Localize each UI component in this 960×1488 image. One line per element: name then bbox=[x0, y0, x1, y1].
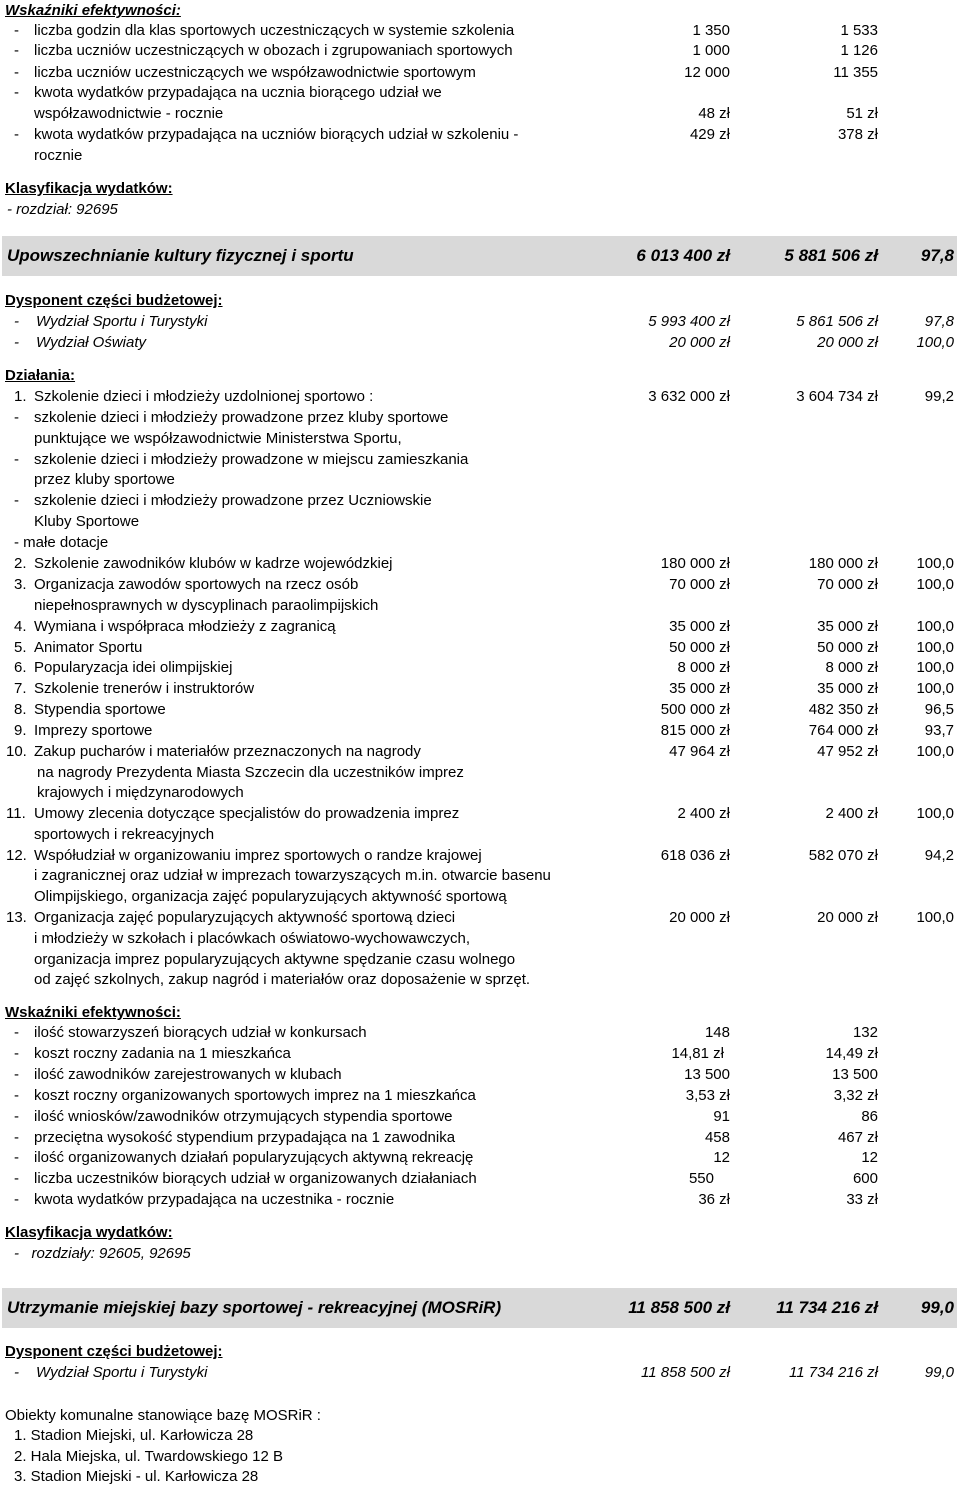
indicator-actual: 3,32 zł bbox=[833, 1087, 878, 1104]
action-text: szkolenie dzieci i młodzieży prowadzone przez Uczniowskie bbox=[34, 492, 432, 509]
section1-heading-row bbox=[0, 0, 960, 21]
indicator-plan: 1 350 bbox=[692, 22, 730, 39]
section-actual: 5 881 506 zł bbox=[784, 246, 878, 265]
dysponent-heading: Dysponent części budżetowej: bbox=[5, 292, 223, 309]
action-percent: 100,0 bbox=[916, 555, 954, 572]
action-text: sportowych i rekreacyjnych bbox=[34, 826, 215, 843]
dash: - bbox=[14, 313, 19, 330]
dash: - bbox=[14, 1149, 19, 1166]
indicator-label: kwota wydatków przypadająca na uczestnika - rocznie bbox=[34, 1191, 395, 1208]
action-text: na nagrody Prezydenta Miasta Szczecin dla uczestników imprez bbox=[37, 764, 464, 781]
dysponent-heading: Dysponent części budżetowej: bbox=[5, 1343, 223, 1360]
dysponent-actual: 20 000 zł bbox=[817, 334, 878, 351]
indicator-label: koszt roczny organizowanych sportowych imprez na 1 mieszkańca bbox=[34, 1087, 476, 1104]
dash: - bbox=[14, 1108, 19, 1125]
action-number: 3. bbox=[14, 576, 27, 593]
action-text: Szkolenie zawodników klubów w kadrze wojewódzkiej bbox=[34, 555, 393, 572]
dash: - bbox=[14, 1045, 19, 1062]
action-row bbox=[0, 678, 960, 699]
indicator-actual: 1 126 bbox=[840, 42, 878, 59]
indicator-actual: 600 bbox=[852, 1170, 878, 1187]
action-text: Imprezy sportowe bbox=[34, 722, 153, 739]
action-number: 8. bbox=[14, 701, 27, 718]
indicator-row-cont bbox=[0, 145, 960, 166]
action-text: Olimpijskiego, organizacja zajęć popularyzujących aktywność sportową bbox=[34, 888, 507, 905]
action-text: od zajęć szkolnych, zakup nagród i materiałów oraz doposażenie w sprzęt. bbox=[34, 971, 531, 988]
indicator-label: ilość zawodników zarejestrowanych w klubach bbox=[34, 1066, 342, 1083]
action-percent: 100,0 bbox=[916, 639, 954, 656]
indicator-plan: 13 500 bbox=[684, 1066, 730, 1083]
section-plan: 6 013 400 zł bbox=[636, 246, 730, 265]
classification-heading: Klasyfikacja wydatków: bbox=[5, 1224, 173, 1241]
dysponent-actual: 5 861 506 zł bbox=[796, 313, 878, 330]
action-row bbox=[0, 886, 960, 907]
classification-row bbox=[0, 1243, 960, 1264]
indicator-label: rocznie bbox=[34, 147, 83, 164]
dash: - bbox=[14, 84, 19, 101]
indicator-actual: 378 zł bbox=[837, 126, 878, 143]
action-text: Stypendia sportowe bbox=[34, 701, 166, 718]
indicator-plan: 550 bbox=[688, 1170, 714, 1187]
dash: - bbox=[14, 334, 19, 351]
indicator-row bbox=[0, 1127, 960, 1148]
action-percent: 100,0 bbox=[916, 659, 954, 676]
action-actual: 47 952 zł bbox=[817, 743, 878, 760]
action-number: 5. bbox=[14, 639, 27, 656]
facilities-heading-row bbox=[0, 1405, 960, 1426]
indicator-row bbox=[0, 1168, 960, 1189]
indicator-label: przeciętna wysokość stypendium przypadająca na 1 zawodnika bbox=[34, 1129, 456, 1146]
action-actual: 180 000 zł bbox=[808, 555, 878, 572]
dysponent-label: Wydział Oświaty bbox=[36, 334, 147, 351]
indicator-label: liczba uczniów uczestniczących w obozach i zgrupowaniach sportowych bbox=[34, 42, 513, 59]
classification-heading-row bbox=[0, 178, 960, 199]
section-band bbox=[2, 1288, 957, 1328]
action-row bbox=[0, 469, 960, 490]
indicator-plan: 91 bbox=[713, 1108, 730, 1125]
action-actual: 3 604 734 zł bbox=[796, 388, 878, 405]
dysponent-percent: 100,0 bbox=[916, 334, 954, 351]
dysponent-label: Wydział Sportu i Turystyki bbox=[36, 313, 208, 330]
action-number: - bbox=[14, 451, 19, 468]
action-number: 1. bbox=[14, 388, 27, 405]
action-percent: 99,2 bbox=[924, 388, 954, 405]
action-plan: 2 400 zł bbox=[677, 805, 730, 822]
action-row bbox=[0, 386, 960, 407]
indicator-actual: 13 500 bbox=[832, 1066, 878, 1083]
action-number: 12. bbox=[6, 847, 27, 864]
actions-heading: Działania: bbox=[5, 367, 76, 384]
dash: - bbox=[14, 22, 19, 39]
dash: - bbox=[14, 64, 19, 81]
indicator-actual: 51 zł bbox=[846, 105, 878, 122]
action-text: Szkolenie dzieci i młodzieży uzdolnionej sportowo : bbox=[34, 388, 374, 405]
action-text: Kluby Sportowe bbox=[34, 513, 140, 530]
action-percent: 93,7 bbox=[924, 722, 954, 739]
action-text: punktujące we współzawodnictwie Ministerstwa Sportu, bbox=[34, 430, 402, 447]
dysponent-actual: 11 734 216 zł bbox=[789, 1364, 878, 1381]
action-plan: 815 000 zł bbox=[660, 722, 730, 739]
classification-row bbox=[0, 199, 960, 220]
action-number: 13. bbox=[6, 909, 27, 926]
indicator-row bbox=[0, 1147, 960, 1168]
classification-value: - rozdział: 92695 bbox=[7, 201, 118, 218]
section-band bbox=[2, 236, 957, 276]
section-plan: 11 858 500 zł bbox=[628, 1298, 730, 1317]
action-row bbox=[0, 782, 960, 803]
indicator-row bbox=[0, 62, 960, 83]
action-text: szkolenie dzieci i młodzieży prowadzone przez kluby sportowe bbox=[34, 409, 449, 426]
action-plan: 8 000 zł bbox=[677, 659, 730, 676]
dash: - bbox=[14, 1364, 19, 1381]
action-actual: 70 000 zł bbox=[817, 576, 878, 593]
indicator-label: liczba uczniów uczestniczących we współzawodnictwie sportowym bbox=[34, 64, 476, 81]
action-row bbox=[0, 532, 960, 553]
indicator-label: kwota wydatków przypadająca na ucznia biorącego udział we bbox=[34, 84, 442, 101]
indicator-actual: 33 zł bbox=[846, 1191, 878, 1208]
action-actual: 35 000 zł bbox=[817, 680, 878, 697]
indicator-plan: 48 zł bbox=[698, 105, 730, 122]
action-number: 2. bbox=[14, 555, 27, 572]
action-row bbox=[0, 865, 960, 886]
action-number: 10. bbox=[6, 743, 27, 760]
dysponent-row bbox=[0, 311, 960, 332]
indicator-plan: 12 bbox=[713, 1149, 730, 1166]
action-text: Szkolenie trenerów i instruktorów bbox=[34, 680, 255, 697]
dash: - bbox=[14, 1066, 19, 1083]
indicator-actual: 11 355 bbox=[833, 64, 878, 81]
action-text: Organizacja zajęć popularyzujących aktywność sportową dzieci bbox=[34, 909, 456, 926]
action-row bbox=[0, 969, 960, 990]
action-text: Popularyzacja idei olimpijskiej bbox=[34, 659, 233, 676]
action-percent: 100,0 bbox=[916, 743, 954, 760]
action-row bbox=[0, 824, 960, 845]
action-plan: 20 000 zł bbox=[669, 909, 730, 926]
indicator-label: liczba godzin dla klas sportowych uczestniczących w systemie szkolenia bbox=[34, 22, 515, 39]
indicator-label: koszt roczny zadania na 1 mieszkańca bbox=[34, 1045, 291, 1062]
action-row bbox=[0, 845, 960, 866]
action-percent: 100,0 bbox=[916, 909, 954, 926]
dash: - bbox=[14, 1087, 19, 1104]
dysponent-plan: 5 993 400 zł bbox=[648, 313, 730, 330]
action-row bbox=[0, 595, 960, 616]
action-plan: 35 000 zł bbox=[669, 618, 730, 635]
indicator-label: ilość stowarzyszeń biorących udział w konkursach bbox=[34, 1024, 367, 1041]
section-actual: 11 734 216 zł bbox=[776, 1298, 878, 1317]
indicator-row bbox=[0, 124, 960, 145]
dysponent-row bbox=[0, 332, 960, 353]
indicator-actual: 132 bbox=[852, 1024, 878, 1041]
dysponent-row bbox=[0, 1362, 960, 1383]
section-percent: 99,0 bbox=[920, 1298, 954, 1317]
action-plan: 500 000 zł bbox=[660, 701, 730, 718]
action-number: 6. bbox=[14, 659, 27, 676]
action-text: szkolenie dzieci i młodzieży prowadzone w miejscu zamieszkania bbox=[34, 451, 469, 468]
action-actual: 2 400 zł bbox=[825, 805, 878, 822]
dash: - bbox=[14, 1170, 19, 1187]
indicator-plan: 12 000 bbox=[684, 64, 730, 81]
classification-heading-row bbox=[0, 1222, 960, 1243]
action-row bbox=[0, 407, 960, 428]
action-text: Zakup pucharów i materiałów przeznaczonych na nagrody bbox=[34, 743, 421, 760]
action-row bbox=[0, 699, 960, 720]
dysponent-plan: 20 000 zł bbox=[669, 334, 730, 351]
action-number: 4. bbox=[14, 618, 27, 635]
action-number: 7. bbox=[14, 680, 27, 697]
action-actual: 482 350 zł bbox=[808, 701, 878, 718]
indicator-actual: 86 bbox=[861, 1108, 878, 1125]
action-row bbox=[0, 553, 960, 574]
action-plan: 35 000 zł bbox=[669, 680, 730, 697]
action-text: niepełnosprawnych w dyscyplinach paraolimpijskich bbox=[34, 597, 379, 614]
action-text: przez kluby sportowe bbox=[34, 471, 175, 488]
indicator-label: ilość organizowanych działań popularyzujących aktywną rekreację bbox=[34, 1149, 474, 1166]
action-text: Umowy zlecenia dotyczące specjalistów do prowadzenia imprez bbox=[34, 805, 460, 822]
indicator-row bbox=[0, 1064, 960, 1085]
action-number: 9. bbox=[14, 722, 27, 739]
dysponent-percent: 97,8 bbox=[924, 313, 954, 330]
action-text: Organizacja zawodów sportowych na rzecz osób bbox=[34, 576, 359, 593]
indicator-actual: 467 zł bbox=[837, 1129, 878, 1146]
section-percent: 97,8 bbox=[920, 246, 954, 265]
action-row bbox=[0, 949, 960, 970]
section-title: Utrzymanie miejskiej bazy sportowej - rekreacyjnej (MOSRiR) bbox=[7, 1298, 502, 1317]
classification-value: - rozdziały: 92605, 92695 bbox=[14, 1245, 191, 1262]
facilities-heading: Obiekty komunalne stanowiące bazę MOSRiR : bbox=[5, 1407, 321, 1424]
indicator-row bbox=[0, 1085, 960, 1106]
action-number: - bbox=[14, 409, 19, 426]
action-row bbox=[0, 490, 960, 511]
indicator-row bbox=[0, 1106, 960, 1127]
action-number: - bbox=[14, 492, 19, 509]
indicators-heading: Wskaźniki efektywności: bbox=[5, 1004, 181, 1021]
indicator-row bbox=[0, 82, 960, 103]
action-plan: 618 036 zł bbox=[660, 847, 730, 864]
facility-item bbox=[0, 1425, 960, 1446]
indicator-plan: 14,81 zł bbox=[671, 1045, 724, 1062]
action-text: - małe dotacje bbox=[14, 534, 109, 551]
indicators-heading-row bbox=[0, 1002, 960, 1023]
actions-heading-row bbox=[0, 365, 960, 386]
action-number: 11. bbox=[6, 805, 26, 822]
indicator-actual: 12 bbox=[861, 1149, 878, 1166]
dash: - bbox=[14, 1024, 19, 1041]
action-percent: 100,0 bbox=[916, 618, 954, 635]
action-text: organizacja imprez popularyzujących aktywne spędzanie czasu wolnego bbox=[34, 951, 516, 968]
indicator-plan: 148 bbox=[704, 1024, 730, 1041]
section-title: Upowszechnianie kultury fizycznej i sportu bbox=[7, 246, 354, 265]
indicator-actual: 1 533 bbox=[840, 22, 878, 39]
indicator-row bbox=[0, 1022, 960, 1043]
indicator-plan: 36 zł bbox=[698, 1191, 730, 1208]
dash: - bbox=[14, 1129, 19, 1146]
indicator-plan: 458 bbox=[704, 1129, 730, 1146]
action-text: Animator Sportu bbox=[34, 639, 143, 656]
action-plan: 180 000 zł bbox=[660, 555, 730, 572]
dysponent-plan: 11 858 500 zł bbox=[641, 1364, 730, 1381]
action-row bbox=[0, 428, 960, 449]
indicator-label: współzawodnictwie - rocznie bbox=[34, 105, 224, 122]
action-percent: 100,0 bbox=[916, 576, 954, 593]
action-percent: 100,0 bbox=[916, 680, 954, 697]
action-actual: 50 000 zł bbox=[817, 639, 878, 656]
action-row bbox=[0, 449, 960, 470]
indicator-label: liczba uczestników biorących udział w organizowanych działaniach bbox=[34, 1170, 477, 1187]
action-plan: 3 632 000 zł bbox=[648, 388, 730, 405]
facility-item bbox=[0, 1466, 960, 1487]
action-percent: 100,0 bbox=[916, 805, 954, 822]
section1-heading: Wskaźniki efektywności: bbox=[5, 2, 181, 19]
action-percent: 94,2 bbox=[924, 847, 954, 864]
indicator-row bbox=[0, 1043, 960, 1064]
indicator-plan: 429 zł bbox=[689, 126, 730, 143]
action-plan: 70 000 zł bbox=[669, 576, 730, 593]
facility-text: 3. Stadion Miejski - ul. Karłowicza 28 bbox=[14, 1468, 259, 1485]
action-plan: 50 000 zł bbox=[669, 639, 730, 656]
action-row bbox=[0, 511, 960, 532]
dysponent-heading-row bbox=[0, 290, 960, 311]
dysponent-percent: 99,0 bbox=[924, 1364, 954, 1381]
action-row bbox=[0, 574, 960, 595]
action-text: Współudział w organizowaniu imprez sportowych o randze krajowej bbox=[34, 847, 482, 864]
action-row bbox=[0, 616, 960, 637]
indicator-row bbox=[0, 40, 960, 61]
facility-text: 2. Hala Miejska, ul. Twardowskiego 12 B bbox=[14, 1448, 284, 1465]
action-actual: 35 000 zł bbox=[817, 618, 878, 635]
action-row bbox=[0, 928, 960, 949]
indicator-plan: 1 000 bbox=[692, 42, 730, 59]
dash: - bbox=[14, 42, 19, 59]
facility-item bbox=[0, 1446, 960, 1467]
action-actual: 8 000 zł bbox=[825, 659, 878, 676]
action-row bbox=[0, 720, 960, 741]
action-plan: 47 964 zł bbox=[669, 743, 730, 760]
indicator-actual: 14,49 zł bbox=[825, 1045, 878, 1062]
indicator-label: ilość wniosków/zawodników otrzymujących stypendia sportowe bbox=[34, 1108, 453, 1125]
dysponent-heading-row bbox=[0, 1341, 960, 1362]
action-row bbox=[0, 741, 960, 762]
action-row bbox=[0, 907, 960, 928]
action-row bbox=[0, 762, 960, 783]
action-row bbox=[0, 657, 960, 678]
action-row bbox=[0, 637, 960, 658]
action-text: i zagranicznej oraz udział w imprezach towarzyszących m.in. otwarcie basenu bbox=[34, 867, 551, 884]
action-text: krajowych i międzynarodowych bbox=[37, 784, 244, 801]
indicator-row bbox=[0, 1189, 960, 1210]
action-actual: 20 000 zł bbox=[817, 909, 878, 926]
facility-text: 1. Stadion Miejski, ul. Karłowicza 28 bbox=[14, 1427, 254, 1444]
action-percent: 96,5 bbox=[924, 701, 954, 718]
action-actual: 764 000 zł bbox=[808, 722, 878, 739]
action-row bbox=[0, 803, 960, 824]
dysponent-label: Wydział Sportu i Turystyki bbox=[36, 1364, 208, 1381]
action-text: i młodzieży w szkołach i placówkach oświatowo-wychowawczych, bbox=[34, 930, 470, 947]
indicator-row-cont bbox=[0, 103, 960, 124]
action-text: Wymiana i współpraca młodzieży z zagranicą bbox=[34, 618, 336, 635]
indicator-row bbox=[0, 20, 960, 41]
indicator-plan: 3,53 zł bbox=[685, 1087, 730, 1104]
indicator-label: kwota wydatków przypadająca na uczniów biorących udział w szkoleniu - bbox=[34, 126, 519, 143]
classification-heading: Klasyfikacja wydatków: bbox=[5, 180, 173, 197]
dash: - bbox=[14, 126, 19, 143]
dash: - bbox=[14, 1191, 19, 1208]
action-actual: 582 070 zł bbox=[808, 847, 878, 864]
